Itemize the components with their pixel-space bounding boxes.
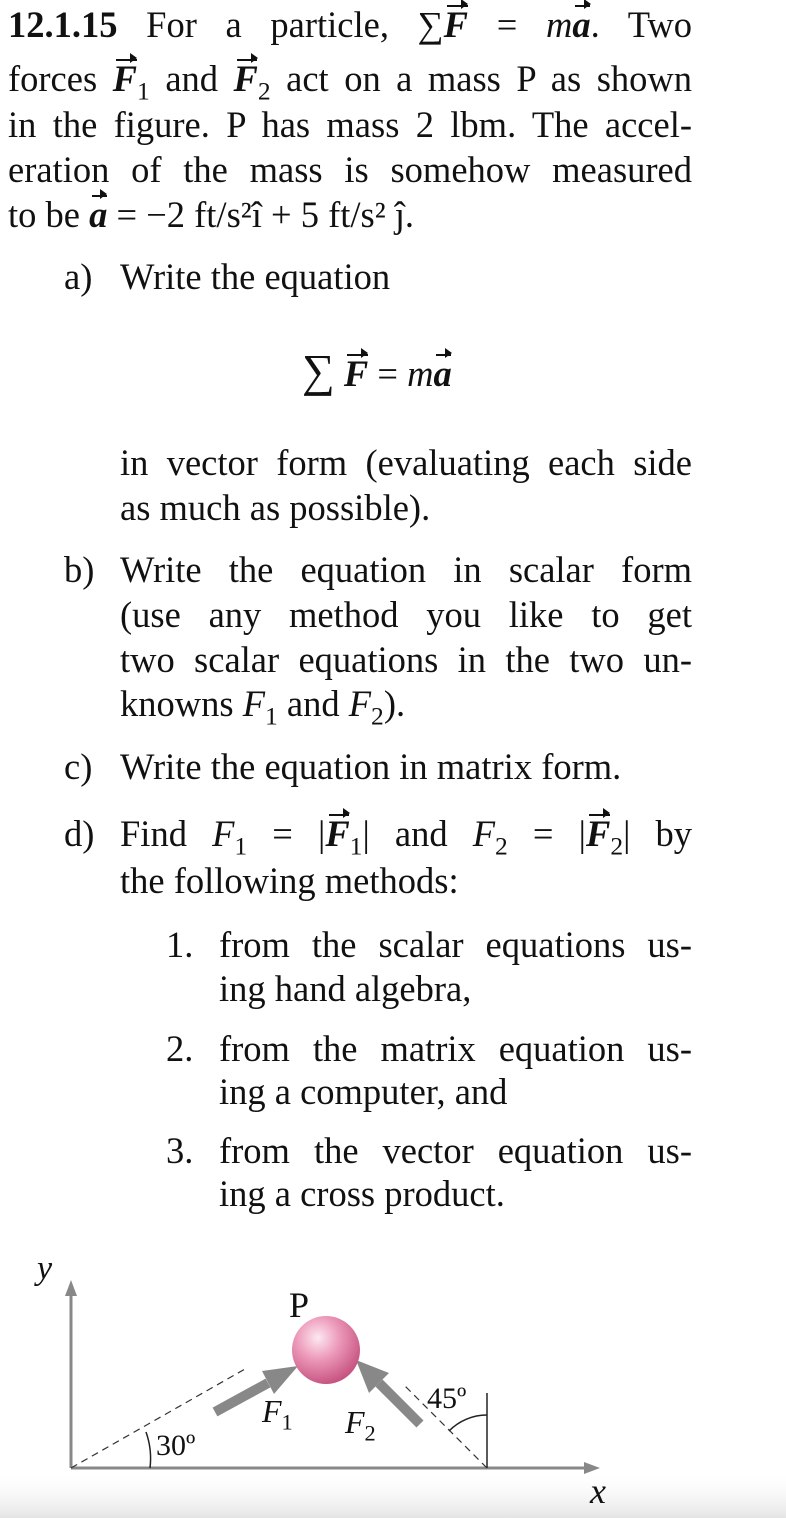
part-a-label: a) — [64, 256, 93, 297]
method-2-line-2: ing a computer, and — [219, 1071, 508, 1112]
part-a-text: Write the equation — [120, 256, 391, 297]
part-d-label: d) — [64, 813, 95, 854]
y-axis-arrowhead — [65, 1280, 77, 1296]
part-a-continued-1: in vector form (evaluating each side — [120, 442, 692, 483]
part-b-label: b) — [64, 549, 95, 590]
angle-30-arc — [146, 1432, 151, 1468]
method-1-line-2: ing hand algebra, — [219, 968, 472, 1009]
part-c-text: Write the equation in matrix form. — [120, 746, 622, 787]
f1-arrowhead — [262, 1366, 298, 1394]
angle-45-label: 45º — [427, 1382, 467, 1415]
f1-arrow-shaft — [215, 1383, 268, 1412]
sum-symbol: ∑ — [302, 345, 335, 396]
x-axis-label: x — [590, 1471, 606, 1511]
angle-45-arc — [449, 1415, 487, 1431]
statement-line-3: in the figure. P has mass 2 lbm. The accel- — [8, 104, 692, 145]
method-3-number: 3. — [166, 1130, 194, 1171]
part-b-line-1: Write the equation in scalar form — [120, 549, 692, 590]
part-b-line-3: two scalar equations in the two un- — [120, 639, 692, 680]
statement-line-5: to be a = −2 ft/s²î + 5 ft/s² ĵ. — [8, 194, 415, 235]
method-3-line-2: ing a cross product. — [219, 1173, 505, 1214]
statement-line-4: eration of the mass is somehow measured — [8, 149, 692, 190]
part-a-continued-2: as much as possible). — [120, 487, 431, 528]
angle-30-label: 30º — [156, 1429, 196, 1462]
mass-label: P — [289, 1285, 310, 1325]
f1-label: $F_1$ — [262, 1393, 293, 1435]
statement-line-1: 12.1.15 For a particle, ∑F = ma. Two — [8, 4, 693, 45]
part-c-label: c) — [64, 746, 93, 787]
method-3-line-1: from the vector equation us- — [219, 1130, 692, 1171]
method-1-number: 1. — [166, 924, 194, 965]
part-b-line-4: knowns $F_1$ and $F_2$). — [120, 683, 406, 731]
f2-arrow-shaft — [379, 1383, 420, 1424]
part-b-line-2: (use any method you like to get — [120, 594, 692, 635]
method-2-line-1: from the matrix equation us- — [219, 1028, 692, 1069]
part-d-line-2: the following methods: — [120, 860, 459, 901]
y-axis-label: y — [37, 1250, 53, 1287]
display-equation: ∑ F = ma — [302, 345, 452, 396]
mass-p-ball — [292, 1316, 360, 1384]
method-2-number: 2. — [166, 1028, 194, 1069]
statement-line-2: forces $F_1$ and $F_2$ act on a mass P as shown — [8, 58, 693, 106]
sum-symbol: ∑ — [417, 4, 444, 45]
problem-number: 12.1.15 — [8, 4, 118, 45]
acceleration-value: = −2 ft/s²î + 5 ft/s² ĵ. — [116, 194, 415, 235]
f2-label: $F_2$ — [345, 1404, 376, 1446]
method-1-line-1: from the scalar equations us- — [219, 924, 692, 965]
ground-shading — [0, 1470, 786, 1518]
part-d-line-1: Find $F_1 = |F_1|$ and $F_2 = |F_2|$ by — [120, 813, 693, 861]
